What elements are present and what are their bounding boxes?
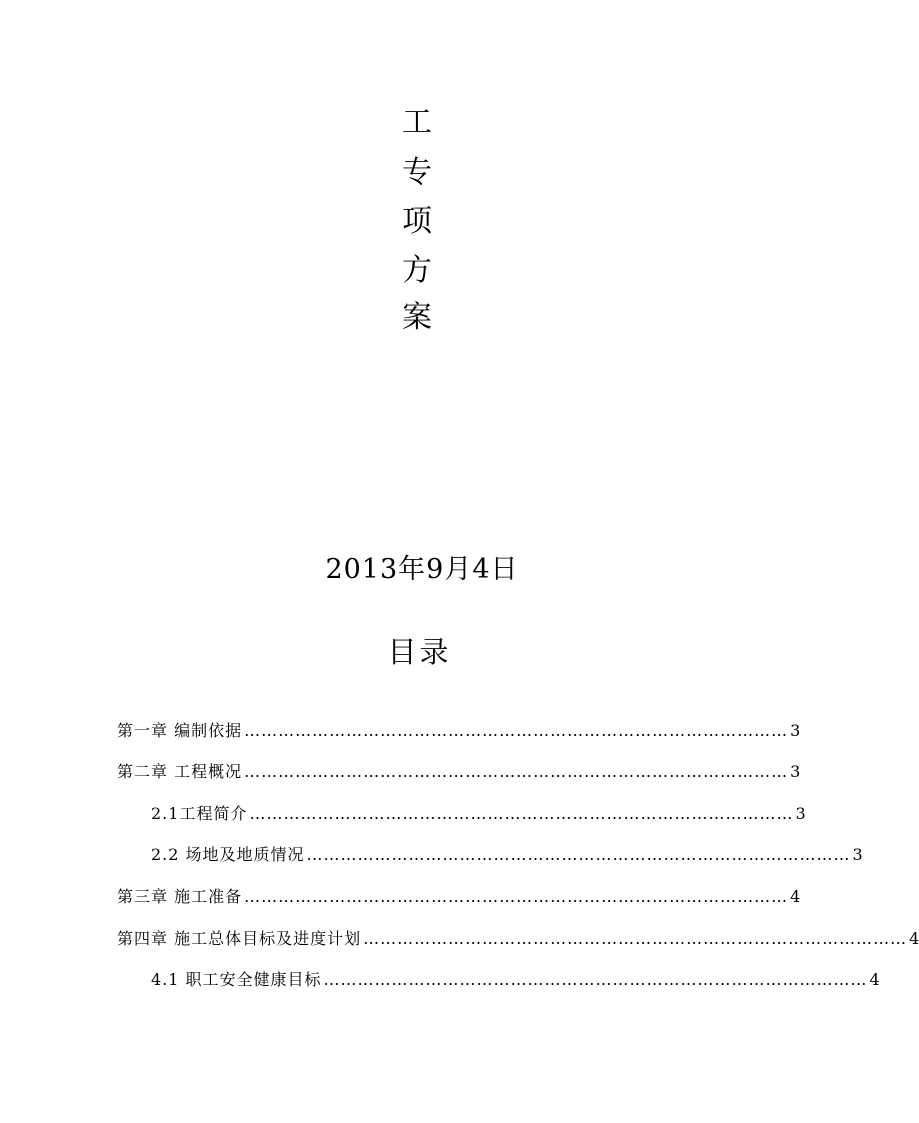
toc-entry[interactable] xyxy=(117,721,801,741)
toc-heading: 目录 xyxy=(387,635,452,669)
toc-entry-label: 第三章 施工准备 xyxy=(117,887,243,906)
title-char: 项 xyxy=(402,204,432,239)
toc-entry-page: 3 xyxy=(795,804,806,823)
toc-leader-dots: …………………………………………………………………………………… xyxy=(323,970,868,989)
toc-entry[interactable] xyxy=(117,762,801,782)
toc-entry-page: 3 xyxy=(852,845,863,864)
toc-entry[interactable] xyxy=(117,887,801,907)
toc-entry-page: 4 xyxy=(790,887,801,906)
toc-entry-label: 第二章 工程概况 xyxy=(117,762,243,781)
toc-entry-page: 4 xyxy=(909,929,919,948)
toc-entry-label: 2.1工程简介 xyxy=(151,804,248,823)
document-date: 2013年9月4日 xyxy=(325,554,519,585)
toc-entry[interactable] xyxy=(151,804,806,824)
title-char: 专 xyxy=(402,155,432,190)
title-char: 案 xyxy=(402,300,432,335)
toc-entry[interactable] xyxy=(151,970,880,990)
toc-entry[interactable] xyxy=(151,845,863,865)
toc-leader-dots: …………………………………………………………………………………… xyxy=(249,804,794,823)
toc-leader-dots: …………………………………………………………………………………… xyxy=(306,845,851,864)
toc-entry-label: 2.2 场地及地质情况 xyxy=(151,845,305,864)
toc-entry-label: 第四章 施工总体目标及进度计划 xyxy=(117,929,362,948)
toc-entry-page: 3 xyxy=(790,762,801,781)
toc-entry-label: 4.1 职工安全健康目标 xyxy=(151,970,322,989)
toc-entry-page: 3 xyxy=(790,721,801,740)
title-char: 方 xyxy=(402,253,432,288)
toc-leader-dots: …………………………………………………………………………………… xyxy=(244,762,789,781)
toc-leader-dots: …………………………………………………………………………………… xyxy=(244,887,789,906)
toc-entry[interactable] xyxy=(117,929,919,949)
toc-entry-label: 第一章 编制依据 xyxy=(117,721,243,740)
toc-entry-page: 4 xyxy=(869,970,880,989)
toc-leader-dots: …………………………………………………………………………………… xyxy=(363,929,908,948)
title-char: 工 xyxy=(402,105,432,140)
toc-leader-dots: …………………………………………………………………………………… xyxy=(244,721,789,740)
